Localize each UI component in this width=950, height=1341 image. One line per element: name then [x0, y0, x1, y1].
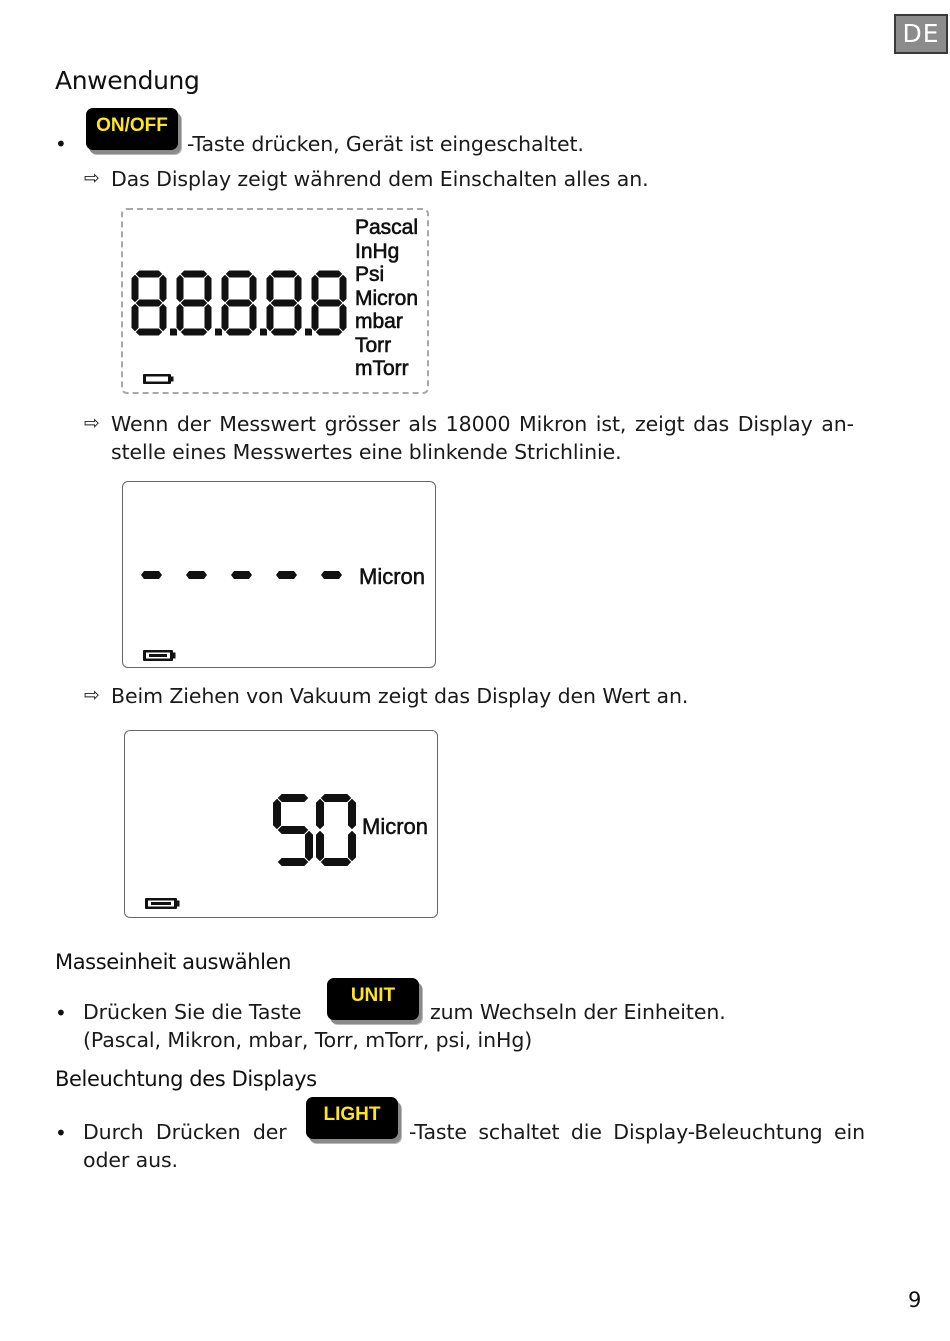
unit-item: mTorr	[355, 357, 409, 380]
digit-segment	[204, 303, 212, 332]
unit-label: Micron	[362, 814, 429, 839]
arrow-icon: ⇨	[84, 412, 100, 434]
unit-key: UNIT	[327, 978, 419, 1020]
digit-segment	[339, 303, 347, 332]
bullet-icon: •	[55, 1121, 67, 1145]
digit-segment	[131, 303, 139, 332]
bullet-icon: •	[55, 132, 67, 156]
on-off-key: ON/OFF	[86, 108, 178, 150]
digit-segment	[316, 798, 325, 830]
language-badge: DE	[894, 14, 948, 54]
digit-segment	[315, 328, 343, 336]
lcd-display-dashes	[122, 481, 436, 668]
digit-segment	[180, 328, 208, 336]
digit-segment	[320, 794, 352, 803]
digit-segment	[249, 274, 257, 303]
digit-segment	[131, 274, 139, 303]
instruction-text: Drücken Sie die Taste	[83, 1000, 302, 1024]
instruction-text: oder aus.	[83, 1148, 178, 1172]
digit-segment	[159, 303, 167, 332]
digit-segment	[180, 270, 208, 278]
digit-segment	[305, 830, 314, 862]
digit-segment	[225, 270, 253, 278]
digit-segment	[315, 270, 343, 278]
unit-item: mbar	[355, 310, 403, 333]
digit-segment	[221, 303, 229, 332]
digit-segment	[311, 303, 319, 332]
digit-segment	[311, 274, 319, 303]
digit-segment	[221, 274, 229, 303]
digit-segment	[294, 303, 302, 332]
digit-segment	[176, 303, 184, 332]
dash-segment	[141, 571, 162, 579]
digit-segment	[135, 270, 163, 278]
digit-segment	[270, 270, 298, 278]
digit-segment	[159, 274, 167, 303]
section-heading-usage: Anwendung	[55, 66, 200, 95]
decimal-point	[260, 329, 267, 336]
digit-segment	[135, 328, 163, 336]
instruction-text: -Taste schaltet die Display-Beleuchtung ein	[409, 1120, 865, 1144]
digit-segment	[294, 274, 302, 303]
dash-segment	[321, 571, 342, 579]
bullet-icon: •	[55, 1001, 67, 1025]
unit-label: Micron	[359, 564, 426, 589]
unit-item: Psi	[355, 263, 385, 286]
instruction-text: zum Wechseln der Einheiten.	[430, 1000, 726, 1024]
light-key: LIGHT	[306, 1097, 398, 1139]
digit-segment	[270, 299, 298, 307]
dash-segment	[276, 571, 297, 579]
instruction-text: Das Display zeigt während dem Einschalten alles an.	[111, 167, 649, 191]
digit-segment	[176, 274, 184, 303]
unit-item: InHg	[355, 239, 400, 263]
digit-segment	[225, 299, 253, 307]
section-heading-unit: Masseinheit auswählen	[55, 950, 292, 974]
unit-item: Torr	[355, 333, 392, 357]
digit-segment	[273, 798, 282, 830]
instruction-text: Beim Ziehen von Vakuum zeigt das Display den Wert an.	[111, 684, 689, 708]
instruction-text: -Taste drücken, Gerät ist eingeschaltet.	[187, 132, 584, 156]
instruction-text: Wenn der Messwert grösser als 18000 Mikron ist, zeigt das Display an-	[111, 412, 854, 436]
digit-segment	[277, 794, 309, 803]
arrow-icon: ⇨	[84, 684, 100, 706]
instruction-text: Durch Drücken der	[83, 1120, 287, 1144]
decimal-point	[215, 329, 222, 336]
digit-segment	[320, 858, 352, 867]
battery-icon	[143, 374, 174, 384]
digit-segment	[270, 328, 298, 336]
digit-segment	[277, 858, 309, 867]
digit-segment	[348, 830, 357, 862]
digit-segment	[277, 826, 309, 835]
battery-icon	[145, 898, 180, 909]
decimal-point	[170, 329, 177, 336]
instruction-text: (Pascal, Mikron, mbar, Torr, mTorr, psi, inHg)	[83, 1028, 533, 1052]
digit-segment	[180, 299, 208, 307]
battery-icon	[143, 650, 176, 661]
unit-list	[355, 216, 418, 381]
page-number: 9	[908, 1288, 922, 1312]
digit-segment	[266, 274, 274, 303]
digit-segment	[204, 274, 212, 303]
digit-segment	[348, 798, 357, 830]
digit-segment	[225, 328, 253, 336]
instruction-text: stelle eines Messwertes eine blinkende Strichlinie.	[111, 440, 622, 464]
section-heading-light: Beleuchtung des Displays	[55, 1067, 317, 1091]
decimal-point	[305, 329, 312, 336]
digit-segment	[315, 299, 343, 307]
digit-segment	[339, 274, 347, 303]
lcd-display-all-segments	[121, 208, 429, 394]
unit-item: Pascal	[355, 216, 419, 239]
dash-segment	[186, 571, 207, 579]
arrow-icon: ⇨	[84, 167, 100, 189]
dash-segment	[231, 571, 252, 579]
digit-segment	[316, 830, 325, 862]
digit-segment	[249, 303, 257, 332]
lcd-display-value	[124, 730, 438, 918]
unit-item: Micron	[355, 286, 419, 310]
digit-segment	[266, 303, 274, 332]
digit-segment	[135, 299, 163, 307]
